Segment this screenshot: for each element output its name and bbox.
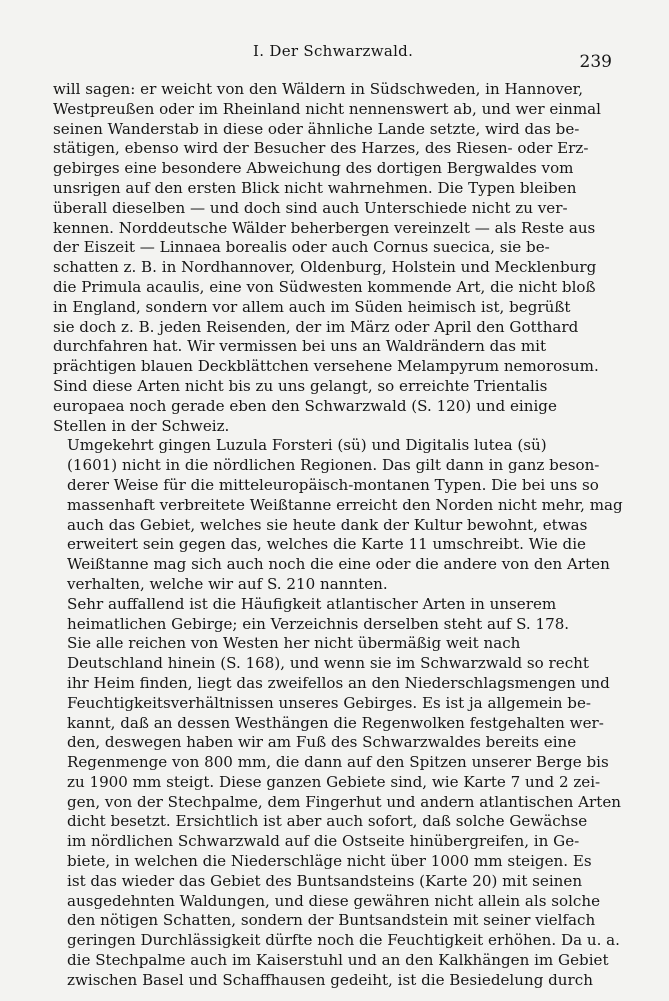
text-line: kannt, daß an dessen Westhängen die Regenwolken festgehalten wer- bbox=[67, 713, 604, 732]
text-line: erweitert sein gegen das, welches die Karte 11 umschreibt. Wie die bbox=[67, 535, 586, 554]
text-line: zu 1900 mm steigt. Diese ganzen Gebiete sind, wie Karte 7 und 2 zei- bbox=[67, 772, 601, 791]
paragraph-3 bbox=[53, 595, 604, 635]
text-line: geringen Durchlässigkeit dürfte noch die Feuchtigkeit erhöhen. Da u. a. bbox=[67, 931, 620, 950]
paragraph-1 bbox=[53, 80, 604, 436]
text-line: schatten z. B. in Nordhannover, Oldenburg, Holstein und Mecklenburg bbox=[53, 258, 597, 277]
text-line: kennen. Norddeutsche Wälder beherbergen vereinzelt — als Reste aus bbox=[53, 218, 596, 237]
text-line: Stellen in der Schweiz. bbox=[53, 416, 230, 435]
text-line: Regenmenge von 800 mm, die dann auf den Spitzen unserer Berge bis bbox=[67, 753, 609, 772]
text-line: die Primula acaulis, eine von Südwesten kommende Art, die nicht bloß bbox=[53, 277, 596, 296]
text-line: unsrigen auf den ersten Blick nicht wahrnehmen. Die Typen bleiben bbox=[53, 178, 577, 197]
text-line: sie doch z. B. jeden Reisenden, der im März oder April den Gotthard bbox=[53, 317, 579, 336]
text-line: Feuchtigkeitsverhältnissen unseres Gebirges. Es ist ja allgemein be- bbox=[67, 693, 591, 712]
text-line: gebirges eine besondere Abweichung des dortigen Bergwaldes vom bbox=[53, 159, 574, 178]
text-line: derer Weise für die mitteleuropäisch-montanen Typen. Die bei uns so bbox=[67, 475, 599, 494]
text-line: Sie alle reichen von Westen her nicht übermäßig weit nach bbox=[67, 634, 521, 653]
text-line: in England, sondern vor allem auch im Süden heimisch ist, begrüßt bbox=[53, 297, 571, 316]
body-text bbox=[53, 80, 623, 991]
text-line: überall dieselben — und doch sind auch Unterschiede nicht zu ver- bbox=[53, 198, 568, 217]
paragraph-4 bbox=[53, 634, 621, 990]
running-head bbox=[53, 42, 612, 80]
text-line: europaea noch gerade eben den Schwarzwald (S. 120) und einige bbox=[53, 396, 557, 415]
text-line: den, deswegen haben wir am Fuß des Schwarzwaldes bereits eine bbox=[67, 733, 577, 752]
paragraph-2 bbox=[53, 436, 623, 594]
text-line: Sehr auffallend ist die Häufigkeit atlantischer Arten in unserem bbox=[67, 594, 557, 613]
text-line: den nötigen Schatten, sondern der Buntsandstein mit seiner vielfach bbox=[67, 911, 596, 930]
text-line: heimatlichen Gebirge; ein Verzeichnis derselben steht auf S. 178. bbox=[67, 614, 570, 633]
text-line: Sind diese Arten nicht bis zu uns gelangt, so erreichte Trientalis bbox=[53, 376, 548, 395]
text-line: ist das wieder das Gebiet des Buntsandsteins (Karte 20) mit seinen bbox=[67, 871, 583, 890]
text-line: massenhaft verbreitete Weißtanne erreicht den Norden nicht mehr, mag bbox=[67, 495, 623, 514]
page-number: 239 bbox=[579, 52, 612, 72]
text-line: dicht besetzt. Ersichtlich ist aber auch sofort, daß solche Gewächse bbox=[67, 812, 588, 831]
text-line: Westpreußen oder im Rheinland nicht nennenswert ab, und wer einmal bbox=[53, 99, 601, 118]
text-line: ausgedehnten Waldungen, und diese gewähren nicht allein als solche bbox=[67, 891, 601, 910]
text-line: Umgekehrt gingen Luzula Forsteri (sü) und Digitalis lutea (sü) bbox=[67, 436, 547, 455]
text-line: will sagen: er weicht von den Wäldern in Südschweden, in Hannover, bbox=[53, 80, 584, 98]
text-line: der Eiszeit — Linnaea borealis oder auch Cornus suecica, sie be- bbox=[53, 238, 550, 257]
chapter-title: I. Der Schwarzwald. bbox=[253, 42, 414, 60]
text-line: ihr Heim finden, liegt das zweifellos an den Niederschlagsmengen und bbox=[67, 673, 610, 692]
text-line: biete, in welchen die Niederschläge nicht über 1000 mm steigen. Es bbox=[67, 852, 592, 871]
text-line: (1601) nicht in die nördlichen Regionen. Das gilt dann in ganz beson- bbox=[67, 456, 600, 475]
text-line: auch das Gebiet, welches sie heute dank der Kultur bewohnt, etwas bbox=[67, 515, 588, 534]
text-line: die Stechpalme auch im Kaiserstuhl und an den Kalkhängen im Gebiet bbox=[67, 951, 609, 970]
text-line: seinen Wanderstab in diese oder ähnliche Lande setzte, wird das be- bbox=[53, 119, 580, 138]
text-line: durchfahren hat. Wir vermissen bei uns an Waldrändern das mit bbox=[53, 337, 547, 356]
text-line: prächtigen blauen Deckblättchen versehene Melampyrum nemorosum. bbox=[53, 357, 599, 376]
text-line: stätigen, ebenso wird der Besucher des Harzes, des Riesen- oder Erz- bbox=[53, 139, 589, 158]
text-line: im nördlichen Schwarzwald auf die Ostseite hinübergreifen, in Ge- bbox=[67, 832, 580, 851]
text-line: gen, von der Stechpalme, dem Fingerhut und andern atlantischen Arten bbox=[67, 792, 621, 811]
text-line: Weißtanne mag sich auch noch die eine oder die andere von den Arten bbox=[67, 555, 610, 574]
text-line: Deutschland hinein (S. 168), und wenn sie im Schwarzwald so recht bbox=[67, 654, 589, 673]
text-line: zwischen Basel und Schaffhausen gedeiht, ist die Besiedelung durch bbox=[67, 970, 593, 989]
text-line: verhalten, welche wir auf S. 210 nannten. bbox=[67, 574, 388, 593]
